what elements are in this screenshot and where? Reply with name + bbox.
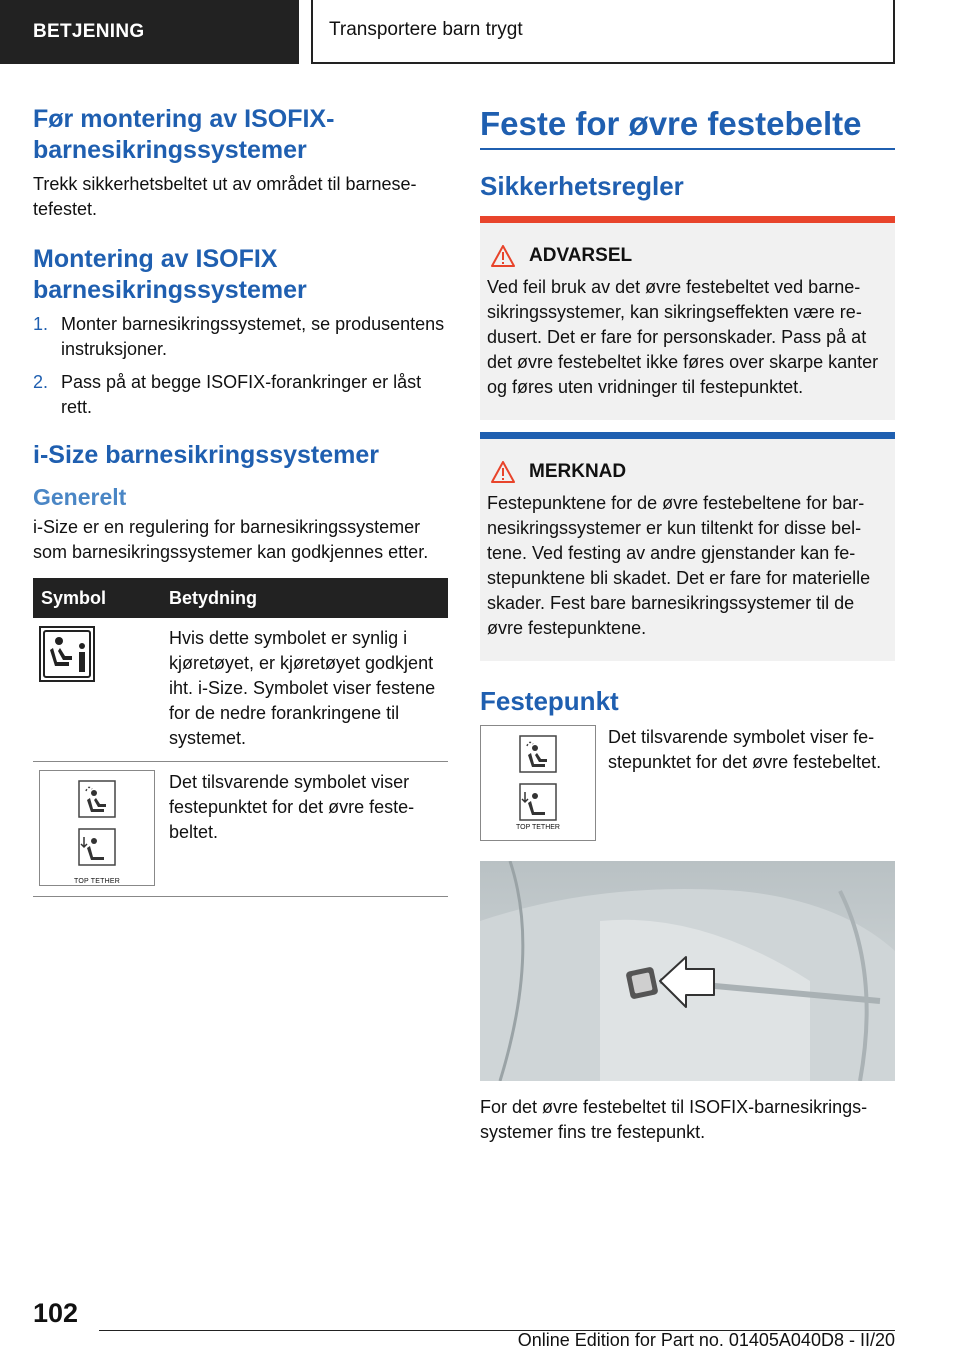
table-row bbox=[33, 618, 448, 762]
photo-illustration bbox=[480, 861, 895, 1081]
step-number: 1. bbox=[33, 314, 49, 334]
warning-text: Ved feil bruk av det øvre festebeltet ved barnesikringssystemer, kan sikringseffekten være redusert. Det er fare for personskader. Pass på at det øvre festebeltet ikke føres over skarpe kanter og føres uten vridninger til festepunktet. bbox=[487, 277, 879, 397]
isize-symbol-icon bbox=[39, 626, 95, 682]
subheading-general: Generelt bbox=[33, 484, 127, 510]
top-tether-icon bbox=[40, 771, 154, 885]
list-item bbox=[33, 370, 448, 420]
warning-label: ADVARSEL bbox=[529, 245, 633, 266]
note-box bbox=[480, 432, 895, 661]
heading-festepunkt: Festepunkt bbox=[480, 686, 619, 716]
festepunkt-row bbox=[480, 725, 895, 841]
step-text: Pass på at begge ISOFIX-forankringer er låst rett. bbox=[61, 372, 422, 417]
symbol-table bbox=[33, 578, 448, 897]
section-tab: BETJENING bbox=[0, 0, 299, 64]
top-tether-label: TOP TETHER bbox=[74, 878, 120, 885]
note-label: MERKNAD bbox=[529, 461, 627, 482]
mounting-steps bbox=[33, 312, 448, 420]
note-text: Festepunktene for de øvre festebeltene for barnesikringssystemer er kun tiltenkt for disse beltene. Ved festing av andre gjenstander kan festepunktene bli skadet. Det er fare for materielle skader. Fest bare barnesikringssystemer til de øvre festepunktene. bbox=[487, 493, 871, 638]
note-triangle-icon bbox=[491, 461, 515, 483]
isize-text: i-Size er en regulering for barnesikringssystemer som barnesikringssystemer kan godkjennes etter. bbox=[33, 517, 429, 562]
table-header-symbol: Symbol bbox=[33, 578, 161, 618]
meaning-cell: Hvis dette symbolet er synlig i kjøretøyet, er kjøretøyet godkjent iht. i-Size. Symbolet viser festene for de nedre forankringene til systemet. bbox=[161, 618, 448, 762]
heading-safety-rules: Sikkerhetsregler bbox=[480, 171, 684, 201]
symbol-cell bbox=[33, 618, 161, 762]
left-column bbox=[33, 104, 448, 897]
warning-box bbox=[480, 216, 895, 420]
page-number: 102 bbox=[33, 1298, 79, 1328]
table-row bbox=[33, 762, 448, 897]
top-tether-symbol bbox=[480, 725, 596, 841]
heading-isize: i-Size barnesikringssystemer bbox=[33, 441, 379, 469]
heading-before-mounting: Før montering av ISOFIX-barnesikringssystemer bbox=[33, 105, 335, 164]
car-interior-photo bbox=[480, 861, 895, 1081]
step-text: Monter barnesikringssystemet, se produsentens instruksjoner. bbox=[61, 314, 445, 359]
heading-mounting-isofix: Montering av ISOFIX barnesikringssystemer bbox=[33, 245, 307, 304]
list-item bbox=[33, 312, 448, 362]
meaning-cell: Det tilsvarende symbolet viser festepunktet for det øvre festebeltet. bbox=[161, 762, 448, 897]
festepunkt-text: Det tilsvarende symbolet viser festepunktet for det øvre festebeltet. bbox=[608, 727, 882, 772]
step-number: 2. bbox=[33, 372, 49, 392]
right-column bbox=[480, 104, 895, 1145]
chapter-title: Transportere barn trygt bbox=[311, 0, 895, 64]
table-header-meaning: Betydning bbox=[161, 578, 448, 618]
before-mounting-text: Trekk sikkerhetsbeltet ut av området til barnesetefestet. bbox=[33, 174, 417, 219]
top-tether-icon bbox=[481, 726, 595, 840]
page-title: Feste for øvre festebelte bbox=[480, 104, 895, 150]
top-tether-label: TOP TETHER bbox=[516, 824, 560, 831]
top-tether-symbol bbox=[39, 770, 155, 886]
warning-triangle-icon bbox=[491, 245, 515, 267]
edition-info: Online Edition for Part no. 01405A040D8 - II/20 bbox=[517, 1330, 895, 1350]
photo-caption: For det øvre festebeltet til ISOFIX-barnesikringssystemer fins tre festepunkt. bbox=[480, 1097, 868, 1142]
symbol-cell bbox=[33, 762, 161, 897]
